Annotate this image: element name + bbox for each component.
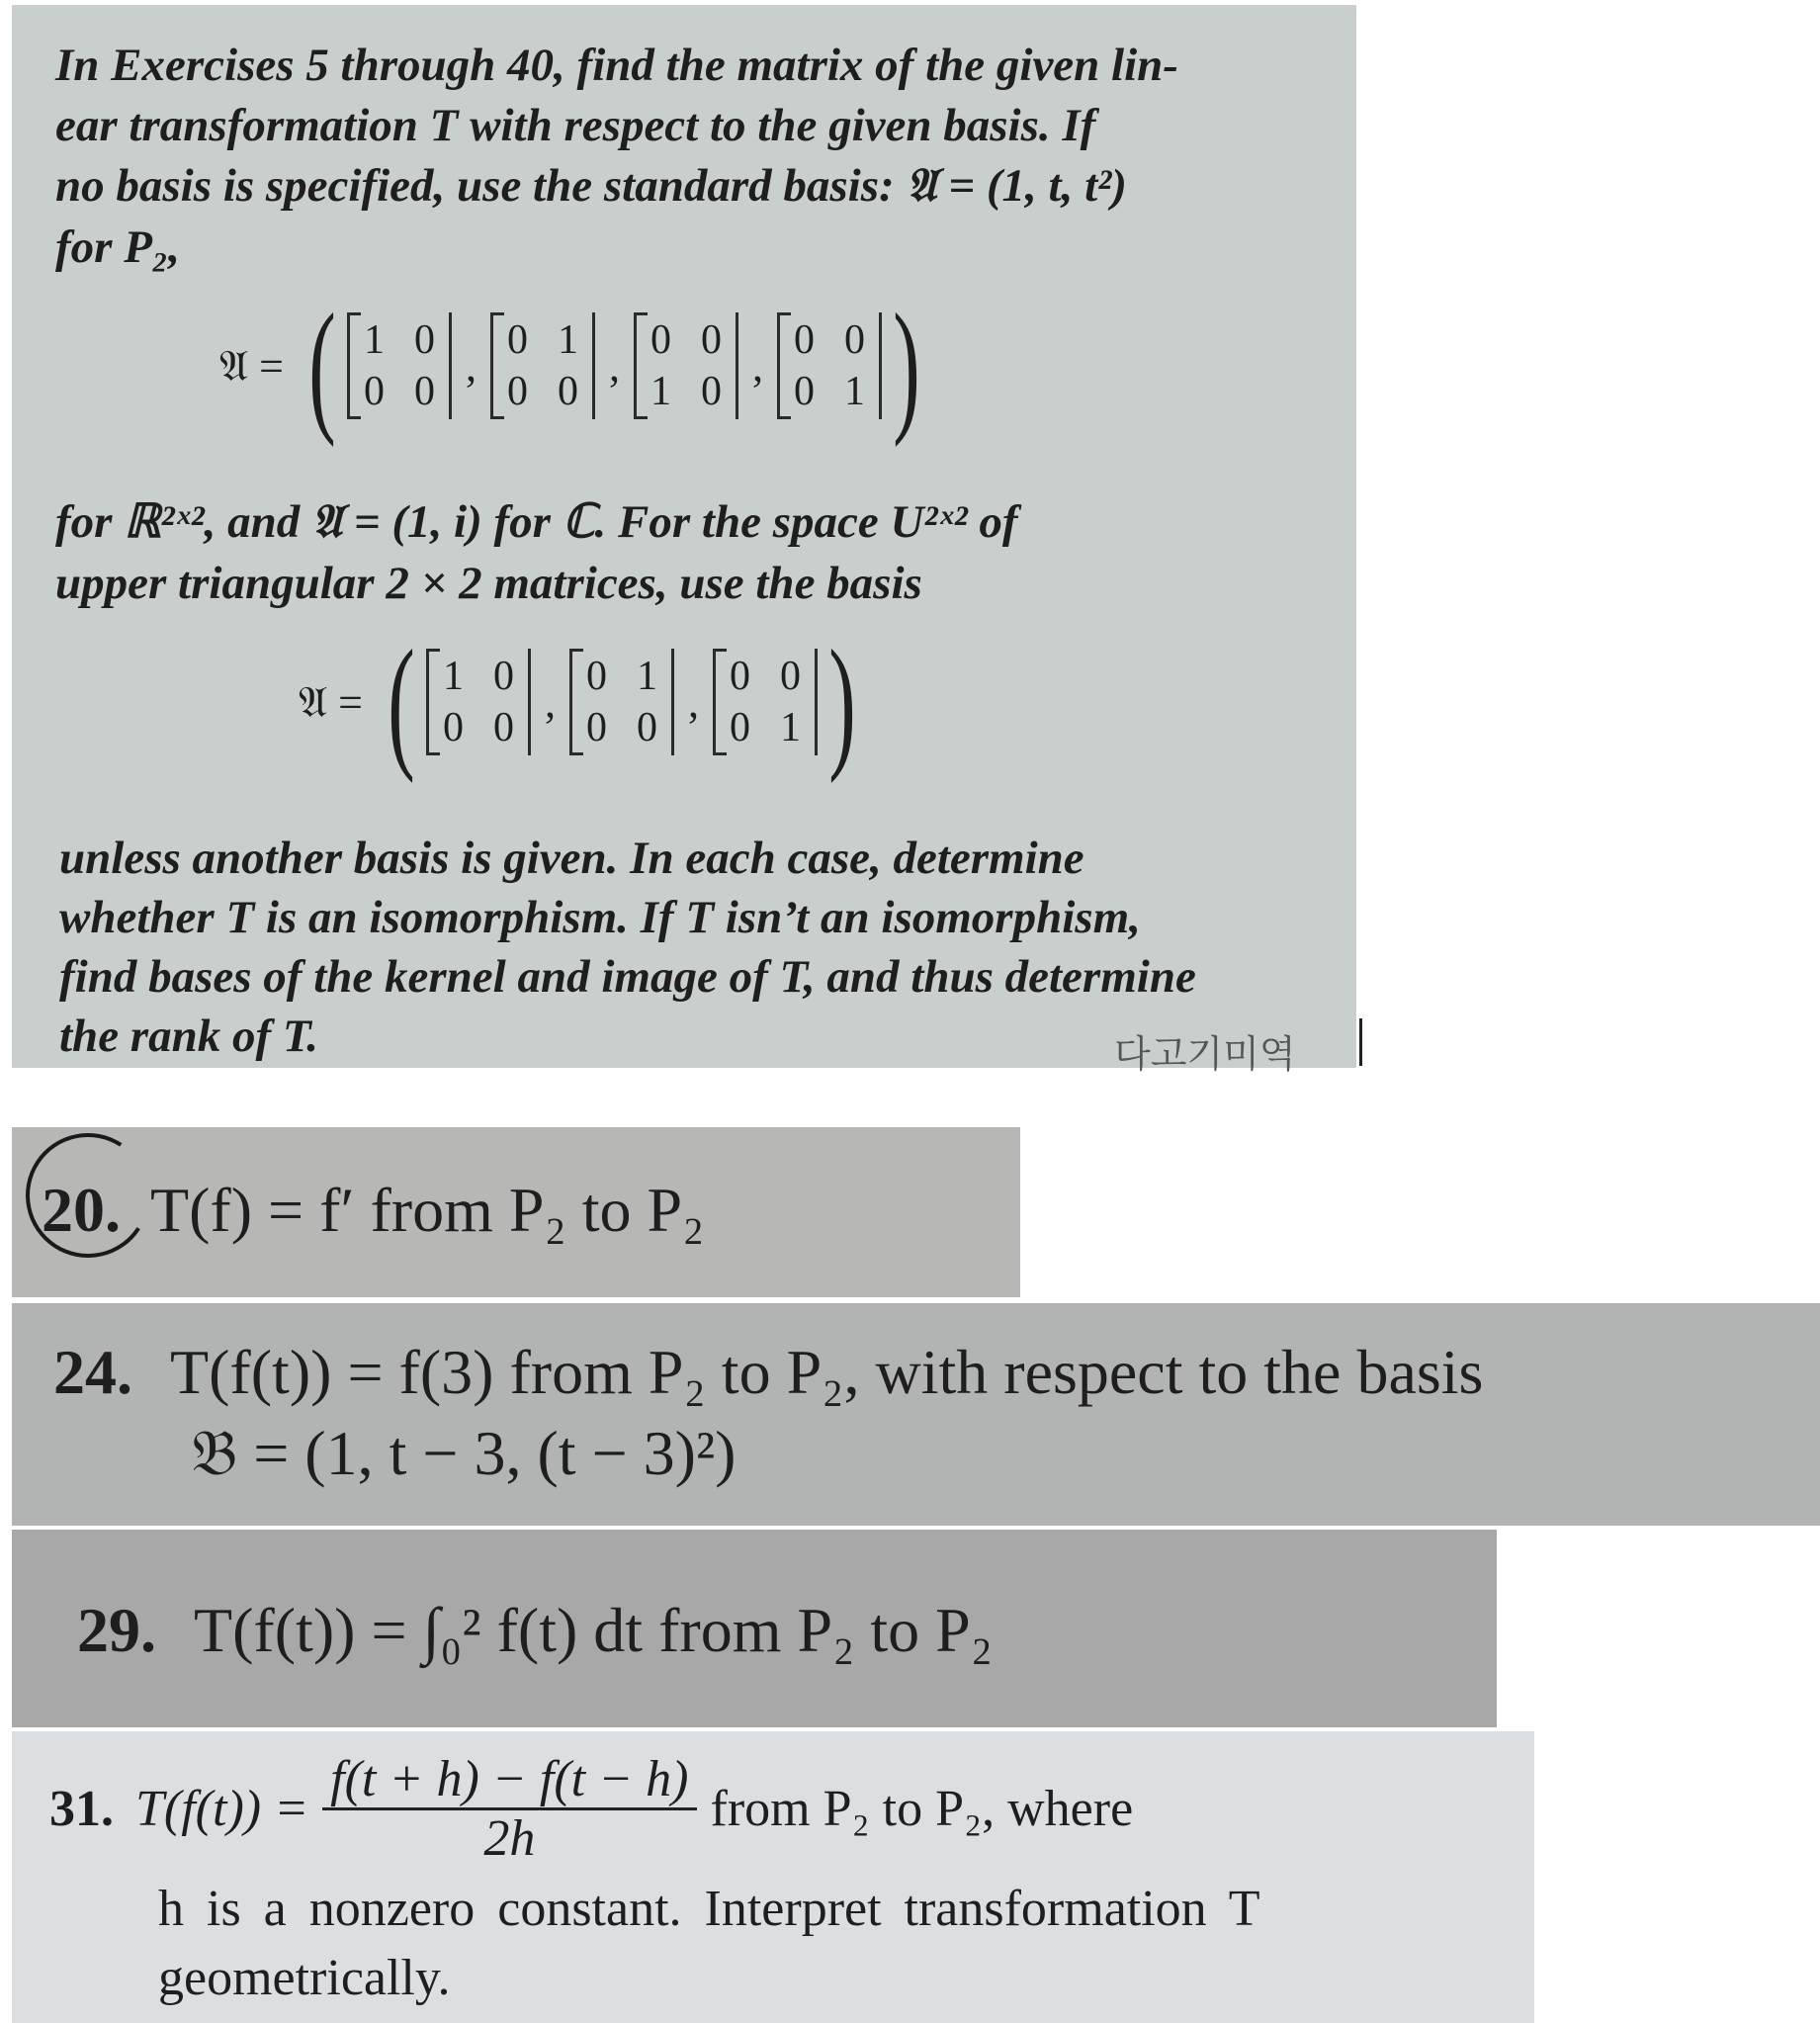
r2x2-basis: 𝔄 = ( 1 0 0 0 , 0 1 0 0 , 0 0 1 0 , 0 0 0 1 ) — [219, 284, 920, 448]
intro-line-2: ear transformation T with respect to the given basis. If — [55, 100, 1096, 151]
matrix-e22: 0 0 0 1 — [777, 312, 882, 419]
intro-line-10: the rank of T. — [59, 1011, 319, 1062]
intro-line-4: for P₂, — [55, 221, 181, 273]
basis-label: 𝔄 = — [219, 341, 284, 391]
exercise-text: T(f(t)) = ∫₀² f(t) dt from P₂ to P₂ — [194, 1595, 994, 1665]
intro-line-7: unless another basis is given. In each case, determine — [59, 833, 1084, 884]
intro-line-5: for ℝ²ˣ², and 𝔄 = (1, i) for ℂ. For the space U²ˣ² of — [55, 496, 1018, 548]
matrix-u12: 0 1 0 0 — [569, 649, 674, 755]
exercise-24 — [12, 1303, 1820, 1526]
matrix-e21: 0 0 1 0 — [634, 312, 738, 419]
exercise-number: 31. — [49, 1781, 114, 1838]
intro-line-1: In Exercises 5 through 40, find the matrix of the given lin- — [55, 40, 1178, 91]
matrix-u11: 1 0 0 0 — [426, 649, 531, 755]
exercise-29 — [12, 1530, 1497, 1727]
exercise-lhs: T(f(t)) = — [135, 1781, 309, 1838]
intro-line-6: upper triangular 2 × 2 matrices, use the basis — [55, 558, 922, 609]
exercise-number: 20. — [42, 1175, 121, 1245]
exercise-text: T(f(t)) = f(3) from P₂ to P₂, with respect to the basis — [170, 1337, 1484, 1407]
exercise-text-2: h is a nonzero constant. Interpret transformation T — [158, 1881, 1260, 1937]
exercise-text-2: 𝔅 = (1, t − 3, (t − 3)²) — [192, 1418, 737, 1488]
matrix-e12: 0 1 0 0 — [490, 312, 595, 419]
exercise-text-3: geometrically. — [158, 1950, 451, 2006]
handwritten-note: 다고기미역 — [1114, 1032, 1296, 1076]
matrix-e11: 1 0 0 0 — [347, 312, 452, 419]
u2x2-basis: 𝔄 = ( 1 0 0 0 , 0 1 0 0 , 0 0 0 1 ) — [299, 620, 856, 784]
intro-line-3: no basis is specified, use the standard basis: 𝔄 = (1, t, t²) — [55, 160, 1127, 212]
text-cursor — [1359, 1018, 1362, 1066]
matrix-u22: 0 0 0 1 — [713, 649, 818, 755]
intro-line-8: whether T is an isomorphism. If T isn’t an isomorphism, — [59, 892, 1141, 943]
instructions-panel — [12, 5, 1356, 1076]
exercise-number: 24. — [53, 1337, 132, 1407]
exercise-rhs: from P₂ to P₂, where — [710, 1781, 1134, 1838]
exercise-number: 29. — [77, 1595, 156, 1665]
exercise-20 — [12, 1127, 1020, 1297]
difference-quotient: $\frac{f(t + h) - f(t - h)}{2h}$ — [322, 1751, 696, 1867]
basis-label-u: 𝔄 = — [299, 677, 363, 727]
exercise-31 — [12, 1731, 1534, 2023]
intro-line-9: find bases of the kernel and image of T, and thus determine — [59, 951, 1196, 1003]
exercise-text: T(f) = f′ from P₂ to P₂ — [150, 1175, 705, 1245]
